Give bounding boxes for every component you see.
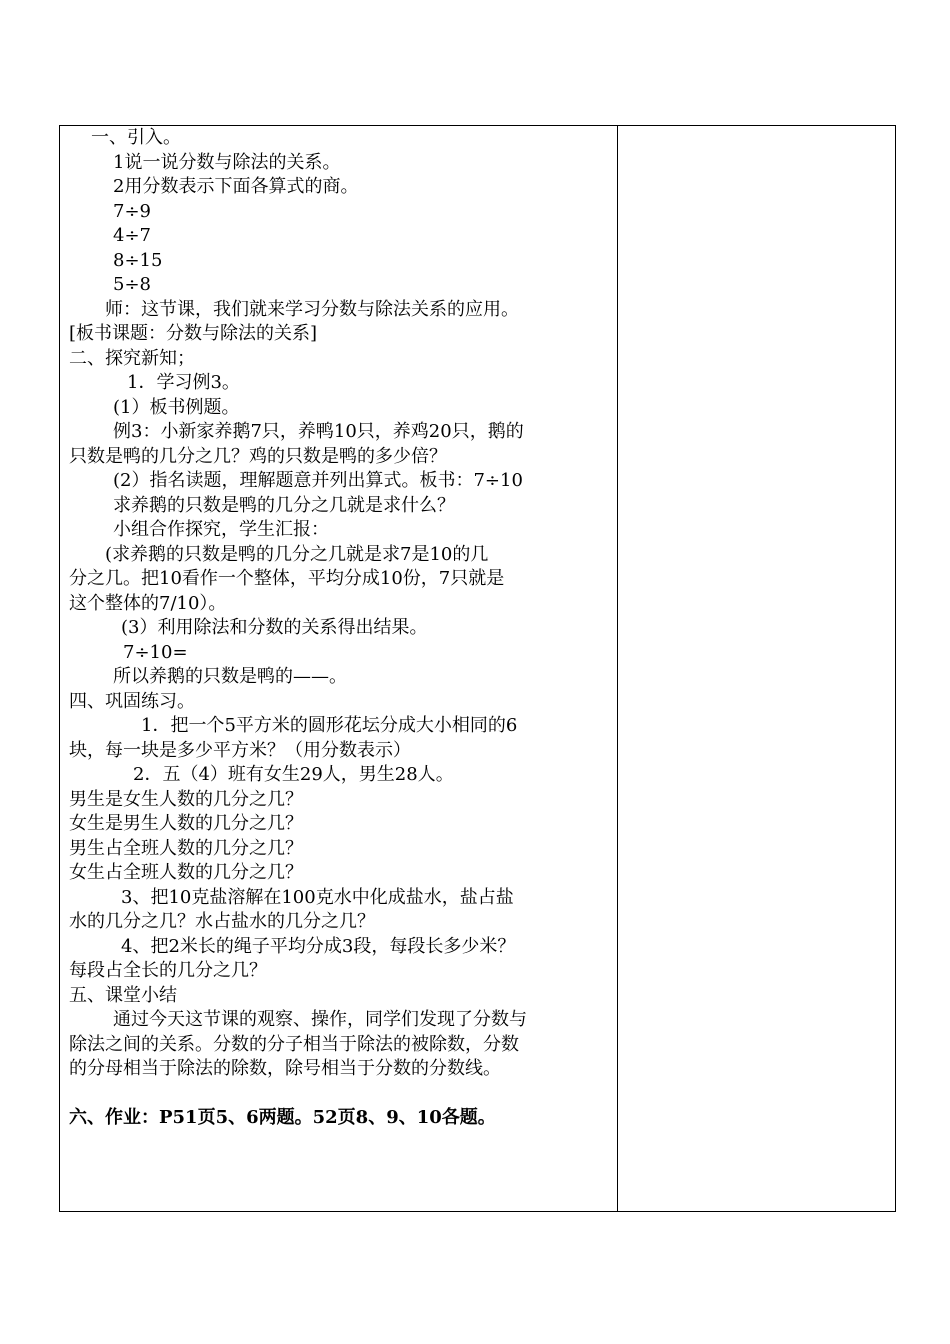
lesson-line: 男生占全班人数的几分之几？ [69, 837, 303, 859]
lesson-content-cell [69, 126, 614, 1131]
lesson-line: (2）指名读题，理解题意并列出算式。板书：7÷10 [113, 470, 523, 491]
lesson-line: 7÷9 [113, 200, 151, 222]
lesson-line: 3、把10克盐溶解在100克水中化成盐水，盐占盐 [121, 886, 514, 908]
lesson-line: 男生是女生人数的几分之几？ [69, 788, 303, 810]
lesson-line: [板书课题：分数与除法的关系] [69, 323, 318, 344]
lesson-line: 的分母相当于除法的除数，除号相当于分数的分数线。 [69, 1058, 501, 1079]
lesson-line: 每段占全长的几分之几？ [69, 960, 267, 981]
lesson-line: 7÷10= [123, 641, 188, 663]
lesson-line: 求养鹅的只数是鸭的几分之几就是求什么？ [113, 494, 455, 516]
lesson-line: 女生是男生人数的几分之几？ [69, 813, 303, 834]
lesson-line: 女生占全班人数的几分之几？ [69, 862, 303, 883]
lesson-line: 所以养鹅的只数是鸭的——。 [113, 666, 347, 687]
notes-cell [618, 126, 895, 1211]
lesson-line: 二、探究新知； [69, 347, 195, 369]
lesson-line: 2用分数表示下面各算式的商。 [113, 176, 359, 197]
lesson-line: 除法之间的关系。分数的分子相当于除法的被除数，分数 [69, 1033, 519, 1055]
lesson-line: 通过今天这节课的观察、操作，同学们发现了分数与 [113, 1009, 527, 1030]
lesson-line: 4、把2米长的绳子平均分成3段，每段长多少米？ [121, 935, 516, 957]
lesson-line: 1说一说分数与除法的关系。 [113, 151, 341, 173]
lesson-line: 小组合作探究，学生汇报： [113, 519, 329, 540]
lesson-line: 1．学习例3。 [127, 372, 240, 393]
lesson-line: 4÷7 [113, 225, 151, 246]
lesson-line: 分之几。把10看作一个整体，平均分成10份，7只就是 [69, 568, 505, 589]
lesson-line: (1）板书例题。 [113, 396, 240, 418]
lesson-line: 8÷15 [113, 249, 163, 271]
lesson-line: 六、作业：P51页5、6两题。52页8、9、10各题。 [69, 1107, 496, 1128]
lesson-line: 五、课堂小结 [69, 984, 177, 1006]
lesson-line: 水的几分之几？水占盐水的几分之几？ [69, 911, 375, 932]
lesson-line: 一、引入。 [91, 127, 181, 148]
lesson-line: 师：这节课，我们就来学习分数与除法关系的应用。 [105, 298, 519, 320]
lesson-line: 只数是鸭的几分之几？鸡的只数是鸭的多少倍？ [69, 445, 447, 467]
lesson-line: (求养鹅的只数是鸭的几分之几就是求7是10的几 [105, 543, 489, 565]
lesson-line: 块，每一块是多少平方米？（用分数表示） [69, 739, 411, 761]
lesson-line [69, 1082, 614, 1107]
lesson-line: 例3：小新家养鹅7只，养鸭10只，养鸡20只，鹅的 [113, 421, 524, 442]
lesson-line: 2．五（4）班有女生29人，男生28人。 [133, 764, 454, 785]
lesson-line: 四、巩固练习。 [69, 690, 195, 712]
lesson-line: (3）利用除法和分数的关系得出结果。 [121, 617, 428, 638]
lesson-plan-table [59, 125, 896, 1212]
lesson-line: 1．把一个5平方米的圆形花坛分成大小相同的6 [141, 715, 518, 736]
lesson-line: 这个整体的7/10）。 [69, 592, 227, 614]
lesson-line: 5÷8 [113, 274, 151, 295]
